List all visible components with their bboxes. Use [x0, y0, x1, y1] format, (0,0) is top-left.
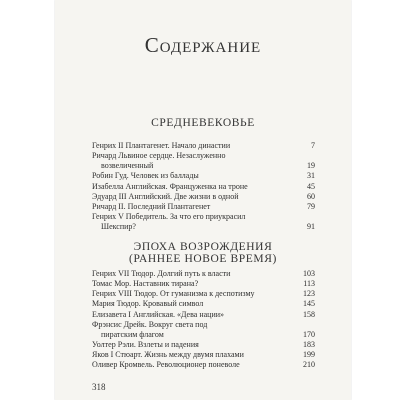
toc-entry-page: 113: [303, 279, 315, 289]
toc-entry[interactable]: [92, 320, 315, 340]
page-number: 318: [92, 382, 106, 392]
toc-entry-page: 210: [303, 360, 315, 370]
toc-entry-title: Елизавета I Английская. «Дева нации»: [92, 309, 224, 319]
toc-entry-page: 170: [303, 329, 315, 339]
toc-entry[interactable]: [92, 202, 315, 212]
toc-entry-title: Фрэнсис Дрейк. Вокруг света под: [92, 319, 208, 329]
toc-entry-title: Томас Мор. Наставник тирана?: [92, 279, 199, 289]
toc-entry-page: 31: [307, 171, 315, 181]
toc-list-renaissance: [55, 269, 351, 371]
section-subtitle-line: (РАННЕЕ НОВОЕ ВРЕМЯ): [129, 253, 277, 265]
toc-entry-title: Оливер Кромвель. Революционер поневоле: [92, 360, 240, 370]
toc-entry-page: 123: [303, 289, 315, 299]
toc-entry[interactable]: [92, 360, 315, 370]
toc-entry[interactable]: [92, 171, 315, 181]
toc-entry[interactable]: [92, 141, 315, 151]
toc-entry-title: Робин Гуд. Человек из баллады: [92, 171, 199, 181]
toc-entry-page: 7: [311, 141, 315, 150]
toc-entry[interactable]: [92, 299, 315, 309]
toc-entry-title-continued: пиратским флагом: [101, 329, 164, 339]
toc-entry-title: Уолтер Рэли. Взлеты и падения: [92, 340, 199, 350]
toc-entry-title-continued: Шекспир?: [101, 222, 136, 232]
toc-entry-page: 45: [307, 181, 315, 191]
section-title-line: ЭПОХА ВОЗРОЖДЕНИЯ: [133, 241, 273, 253]
toc-entry[interactable]: [92, 279, 315, 289]
toc-entry-page: 19: [307, 161, 315, 171]
toc-entry-title: Генрих VII Тюдор. Долгий путь к власти: [92, 269, 231, 278]
toc-entry-page: 103: [303, 269, 315, 278]
section-title-renaissance: [55, 241, 351, 265]
toc-entry-title-continued: возвеличенный: [101, 161, 154, 171]
toc-entry-page: 183: [303, 340, 315, 350]
book-page: [55, 0, 351, 400]
toc-entry[interactable]: [92, 192, 315, 202]
toc-entry-title: Ричард II. Последний Плантагенет: [92, 201, 211, 211]
toc-entry-page: 158: [303, 309, 315, 319]
page-title: Содержание: [144, 33, 262, 57]
toc-entry[interactable]: [92, 310, 315, 320]
toc-entry-title: Ричард Львиное сердце. Незаслуженно: [92, 151, 226, 161]
toc-entry[interactable]: [92, 212, 315, 232]
section-title-middle-ages: СРЕДНЕВЕКОВЬЕ: [151, 117, 255, 129]
toc-entry-page: 199: [303, 350, 315, 360]
toc-entry-title: Эдуард III Английский. Две жизни в одной: [92, 191, 239, 201]
toc-entry-title: Изабелла Английская. Француженка на троне: [92, 181, 248, 191]
toc-entry-title: Яков I Стюарт. Жизнь между двумя плахами: [92, 350, 244, 360]
toc-entry[interactable]: [92, 269, 315, 279]
toc-list-middle-ages: [55, 141, 351, 232]
toc-entry-page: 91: [307, 222, 315, 232]
toc-entry-title: Генрих II Плантагенет. Начало династии: [92, 141, 231, 150]
toc-entry[interactable]: [92, 340, 315, 350]
toc-entry[interactable]: [92, 151, 315, 171]
toc-entry-page: 60: [307, 191, 315, 201]
toc-entry-page: 145: [303, 299, 315, 309]
toc-entry[interactable]: [92, 350, 315, 360]
toc-entry[interactable]: [92, 289, 315, 299]
toc-entry-title: Генрих VIII Тюдор. От гуманизма к деспотизму: [92, 289, 255, 299]
toc-entry-title: Генрих V Победитель. За что его приукрасил: [92, 212, 246, 222]
toc-entry[interactable]: [92, 182, 315, 192]
toc-entry-page: 79: [307, 201, 315, 211]
toc-entry-title: Мария Тюдор. Кровавый символ: [92, 299, 204, 309]
